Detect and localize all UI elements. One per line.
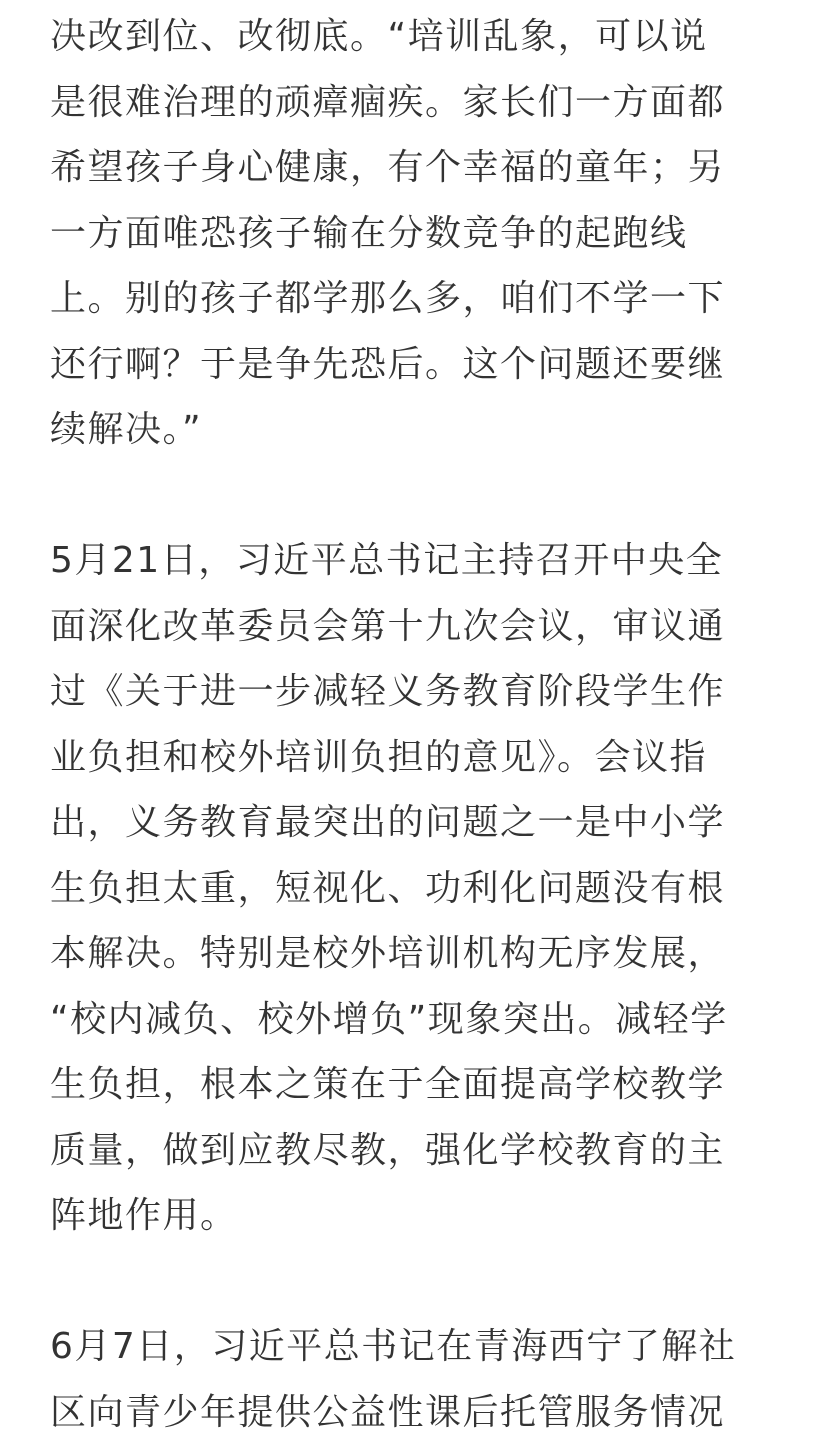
text-line: 一方面唯恐孩子输在分数竞争的起跑线 [50,212,688,254]
article-body [50,0,790,1445]
text-line: 出，义务教育最突出的问题之一是中小学 [50,802,726,843]
paragraph-3 [50,1314,790,1445]
text-line: 上。别的孩子都学那么多，咱们不学一下 [50,278,726,319]
text-line: 生负担太重，短视化、功利化问题没有根 [50,867,726,909]
text-line: 6月7日，习近平总书记在青海西宁了解社 [50,1326,737,1367]
text-line: 是很难治理的顽瘴痼疾。家长们一方面都 [50,81,726,123]
text-line: 希望孩子身心健康，有个幸福的童年；另 [50,147,726,188]
text-line: 面深化改革委员会第十九次会议，审议通 [50,605,726,647]
paragraph-2 [50,528,790,1249]
text-line: 决改到位、改彻底。“培训乱象，可以说 [50,16,708,57]
text-line: 还行啊？于是争先恐后。这个问题还要继 [50,343,726,385]
paragraph-spacer [50,463,790,529]
text-line: 过《关于进一步减轻义务教育阶段学生作 [50,671,726,712]
paragraph-1 [50,4,790,463]
text-line: 续解决。” [50,409,203,450]
text-line: 阵地作用。 [50,1195,238,1236]
text-line: 生负担，根本之策在于全面提高学校教学 [50,1064,726,1105]
text-line: “校内减负、校外增负”现象突出。减轻学 [50,998,728,1040]
text-line: 5月21日，习近平总书记主持召开中央全 [50,540,724,581]
text-line: 区向青少年提供公益性课后托管服务情况 [50,1391,726,1433]
text-line: 质量，做到应教尽教，强化学校教育的主 [50,1129,726,1171]
paragraph-spacer [50,1249,790,1315]
text-line: 业负担和校外培训负担的意见》。会议指 [50,736,708,778]
text-line: 本解决。特别是校外培训机构无序发展， [50,933,726,974]
